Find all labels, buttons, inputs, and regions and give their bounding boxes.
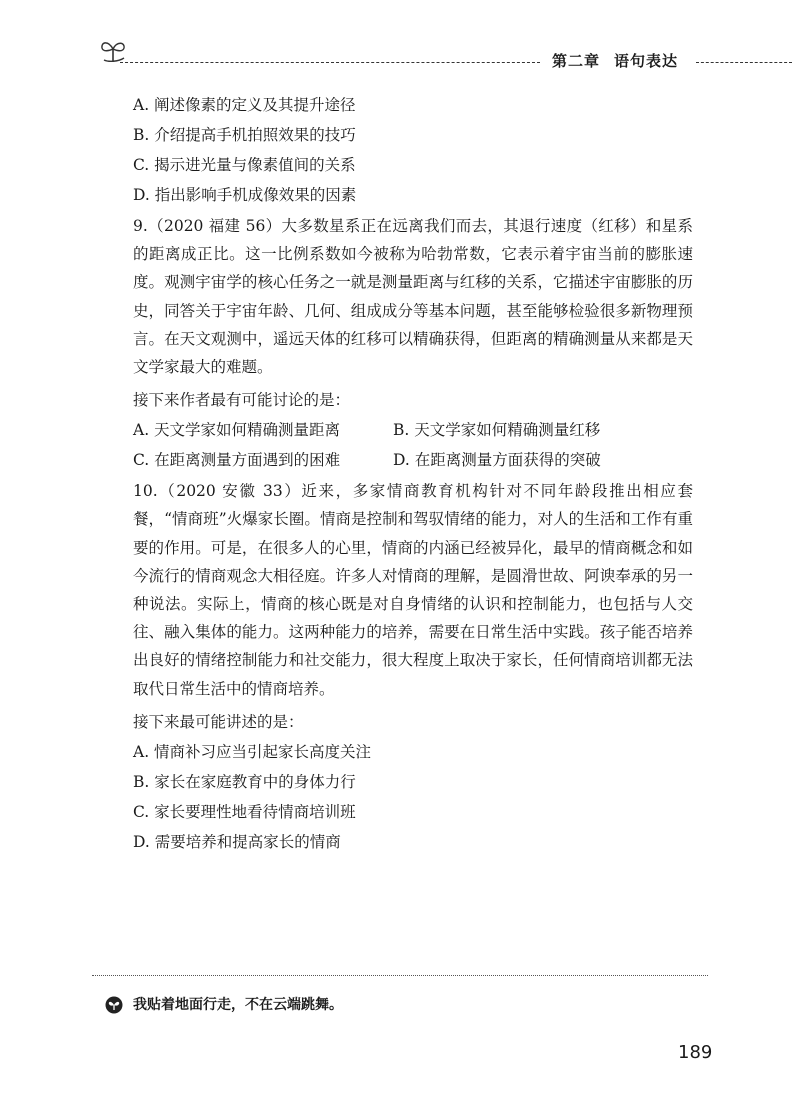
header-rule (120, 62, 540, 63)
option-item: B. 介绍提高手机拍照效果的技巧 (133, 126, 356, 144)
chapter-label: 第二章 (552, 52, 601, 70)
footer-motto: 我贴着地面行走，不在云端跳舞。 (133, 997, 343, 1013)
option-item: D. 在距离测量方面获得的突破 (393, 451, 601, 470)
option-row (133, 445, 693, 475)
option-item: C. 家长要理性地看待情商培训班 (133, 802, 356, 821)
sprout-badge-icon (105, 996, 123, 1014)
question-stem: 接下来最可能讲述的是： (133, 712, 304, 731)
chapter-title (552, 50, 678, 71)
page-number: 189 (678, 1042, 713, 1063)
page-body (133, 90, 693, 857)
option-item: A. 情商补习应当引起家长高度关注 (133, 742, 372, 761)
option-item: C. 在距离测量方面遇到的困难 (133, 451, 341, 470)
options-q8 (133, 90, 693, 210)
header-rule (696, 62, 792, 63)
sprout-icon (98, 36, 128, 64)
question-9 (133, 212, 693, 475)
option-item: D. 指出影响手机成像效果的因素 (133, 186, 357, 204)
question-paragraph: 10.（2020 安徽 33）近来，多家情商教育机构针对不同年龄段推出相应套餐，“情商班”火爆家长圈。情商是控制和驾驭情绪的能力，对人的生活和工作有重要的作用。可是，在很多人的心里，情商的内涵已经被异化，最早的情商概念和如今流行的情商观念大相径庭。许多人对情商的理解，是圆滑世故、阿谀奉承的另一种说法。实际上，情商的核心既是对自身情绪的认识和控制能力，也包括与人交往、融入集体的能力。这两种能力的培养，需要在日常生活中实践。孩子能否培养出良好的情绪控制能力和社交能力，很大程度上取决于家长，任何情商培训都无法取代日常生活中的情商培养。 (133, 482, 693, 698)
question-paragraph: 9.（2020 福建 56）大多数星系正在远离我们而去，其退行速度（红移）和星系的距离成正比。这一比例系数如今被称为哈勃常数，它表示着宇宙当前的膨胀速度。观测宇宙学的核心任务之一就是测量距离与红移的关系，它描述宇宙膨胀的历史，同答关于宇宙年龄、几何、组成成分等基本问题，甚至能够检验很多新物理预言。在天文观测中，遥远天体的红移可以精确获得，但距离的精确测量从来都是天文学家最大的难题。 (133, 217, 693, 377)
option-item: C. 揭示进光量与像素值间的关系 (133, 156, 356, 174)
question-stem: 接下来作者最有可能讨论的是： (133, 391, 351, 410)
question-10 (133, 477, 693, 857)
option-item: D. 需要培养和提高家长的情商 (133, 832, 341, 851)
option-item: A. 阐述像素的定义及其提升途径 (133, 96, 356, 114)
page-header (0, 0, 800, 80)
option-item: B. 天文学家如何精确测量红移 (393, 421, 601, 440)
footer-rule (92, 975, 708, 976)
section-label: 语句表达 (614, 52, 679, 70)
option-row (133, 415, 693, 445)
option-item: A. 天文学家如何精确测量距离 (133, 421, 341, 440)
option-item: B. 家长在家庭教育中的身体力行 (133, 772, 356, 791)
